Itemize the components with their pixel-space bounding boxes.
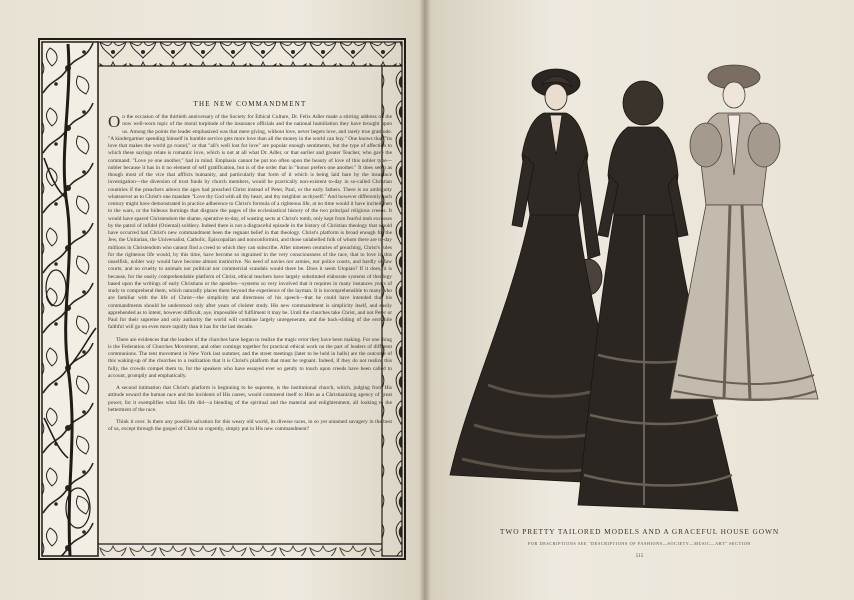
article-paragraph: On the occasion of the thirtieth anniversary of the Society for Ethical Culture, Dr. Felix Adler made a stirring address on the now well-worn topic of the moral turpitude of the insurance officials and the national humiliation they have brought upon us. Among the points the leader emphasized was that mere giving, without love, never begets love, and rarely true gratitude. "A kindergartner spending himself in humble service gets more love than all the money in the world can buy." One knows that "'tis love that makes the world go round," or that "all's well lost for love" are popular enough sentiments, but the type of affection to which these sayings relate is romantic love, which is not at all what Dr. Adler, or that earlier and greater Teacher, who gave the command: "Love ye one another," had in mind. Emphasis cannot be put too often upon the beauty of love of this nobler type—nobler because it has in it no element of self gratification, but is of the order that in "honor prefers one another." It does seem as though most of the vice that afflicts humanity, and particularly that form of it which is being laid bare by the insurance investigation—the diversion of trust funds by church members, would be practically non-existent to-day in so-called Christian countries if the preachers adown the ages had preached Christ instead of Peter, Paul, or the early fathers. There is no ambiguity whatsoever as to Christ's one mandate "Love thy God with all thy heart, and thy neighbor as thyself." And however differently each century might have demonstrated in practice adherence to Christ's formula of a righteous life, at no time would it have incited men to the wars, or the hideous burnings that disgrace the pages of the ecclesiastical history of the two principal religious creeds. It would have spared Christendom the shame, operative to-day, of wasting sects at Christ's tomb, only kept from fearful mob excesses by the patrol of infidel (Oriental) soldiery. Indeed there is not a disgraceful episode in the history of Christian theology that would have occurred had Christ's new commandment been the regnant belief in that theology. Christ's platform is broad enough for the Jew, the Unitarian, the Universalist, Catholic, Episcopalian and nonconformist, and those unlabelled folk of whom there are to-day millions in Christendom who cannot find a creed to which they can subscribe. After nineteen centuries of preaching, Christ's rules for the righteous life would, by this time, have become so ingrained in the very consciousness of the race, that to love in this unselfish, nobler way would have become almost instinctive. No need of navies nor armies, nor police courts, and hardly of law courts; and no cruelty to animals nor political nor commercial scandals would there be. Does it seem Utopian? If it does, it is because, for the easily comprehendable platform of Christ, ethical teachers have largely substituted elaborate systems of theology based upon the writings of early Christians or the apostles—systems so very involved that it requires in many instances years of study to comprehend them, which naturally places them beyond the experience of the layman. It is incomprehensible to many who are familiar with the life of Christ—the simplicity and directness of his speech—that he could have intended that his commandments should be understood only after years of cloister study. His new commandment is simplicity itself, and easily apprehended as to intent, however difficult, aye, impossible of fulfilment it may be. Until the churches take Christ, and not Peter or Paul for their supreme and only authority the world will continue largely unregenerate, and the back-sliding of the erstwhile faithful will go on even more rapidly than it has for the last decade. [108, 112, 392, 331]
right-figure [670, 65, 818, 400]
article-paragraph: There are evidences that the leaders of the churches have begun to realize the tragic error they have been making. For one thing is the Federation of Churches Movement, and other comings together for practical ethical work on the part of leaders of different communions. The tent movement in New York last summer, and the street meetings (later to be held in halls) are the outcome of this waking-up of the churches to a realization that it is Christ's platform that must be regnant. Indeed, if they do not realize this fully, the crowds compel them to, for the speakers who have essayed ever so gently to touch upon creeds have been called to account, promptly and emphatically. [108, 336, 392, 379]
article-body [108, 100, 392, 540]
fashion-illustration [438, 55, 846, 525]
page-number: 515 [635, 554, 644, 559]
illustration-subcaption: FOR DESCRIPTIONS SEE "DESCRIPTIONS OF FASHIONS—SOCIETY—MUSIC—ART" SECTION [527, 541, 752, 546]
article-title: THE NEW COMMANDMENT [193, 100, 307, 108]
left-page [0, 0, 425, 600]
article-paragraph: A second intimation that Christ's platform is beginning to be supreme, is the institutional church, which, judging from His attitude toward the human race and the incidents of His career, would commend itself to Him as a Christianizing agency of great power, for it exemplifies what His life did—a blending of the spiritual and the material and enlightenment, all looking to the betterment of the race. [108, 385, 392, 413]
article-paragraph: Think it over. Is there any possible salvation for this weary old world, its diverse races, in so yet untamed savagery in the best of us, except through the gospel of Christ so cogently, simply put in His new commandment? [108, 419, 392, 433]
book-gutter [419, 0, 431, 600]
drop-cap: O [108, 112, 121, 131]
illustration-caption: TWO PRETTY TAILORED MODELS AND A GRACEFUL HOUSE GOWN [499, 527, 780, 536]
right-page [425, 0, 854, 600]
